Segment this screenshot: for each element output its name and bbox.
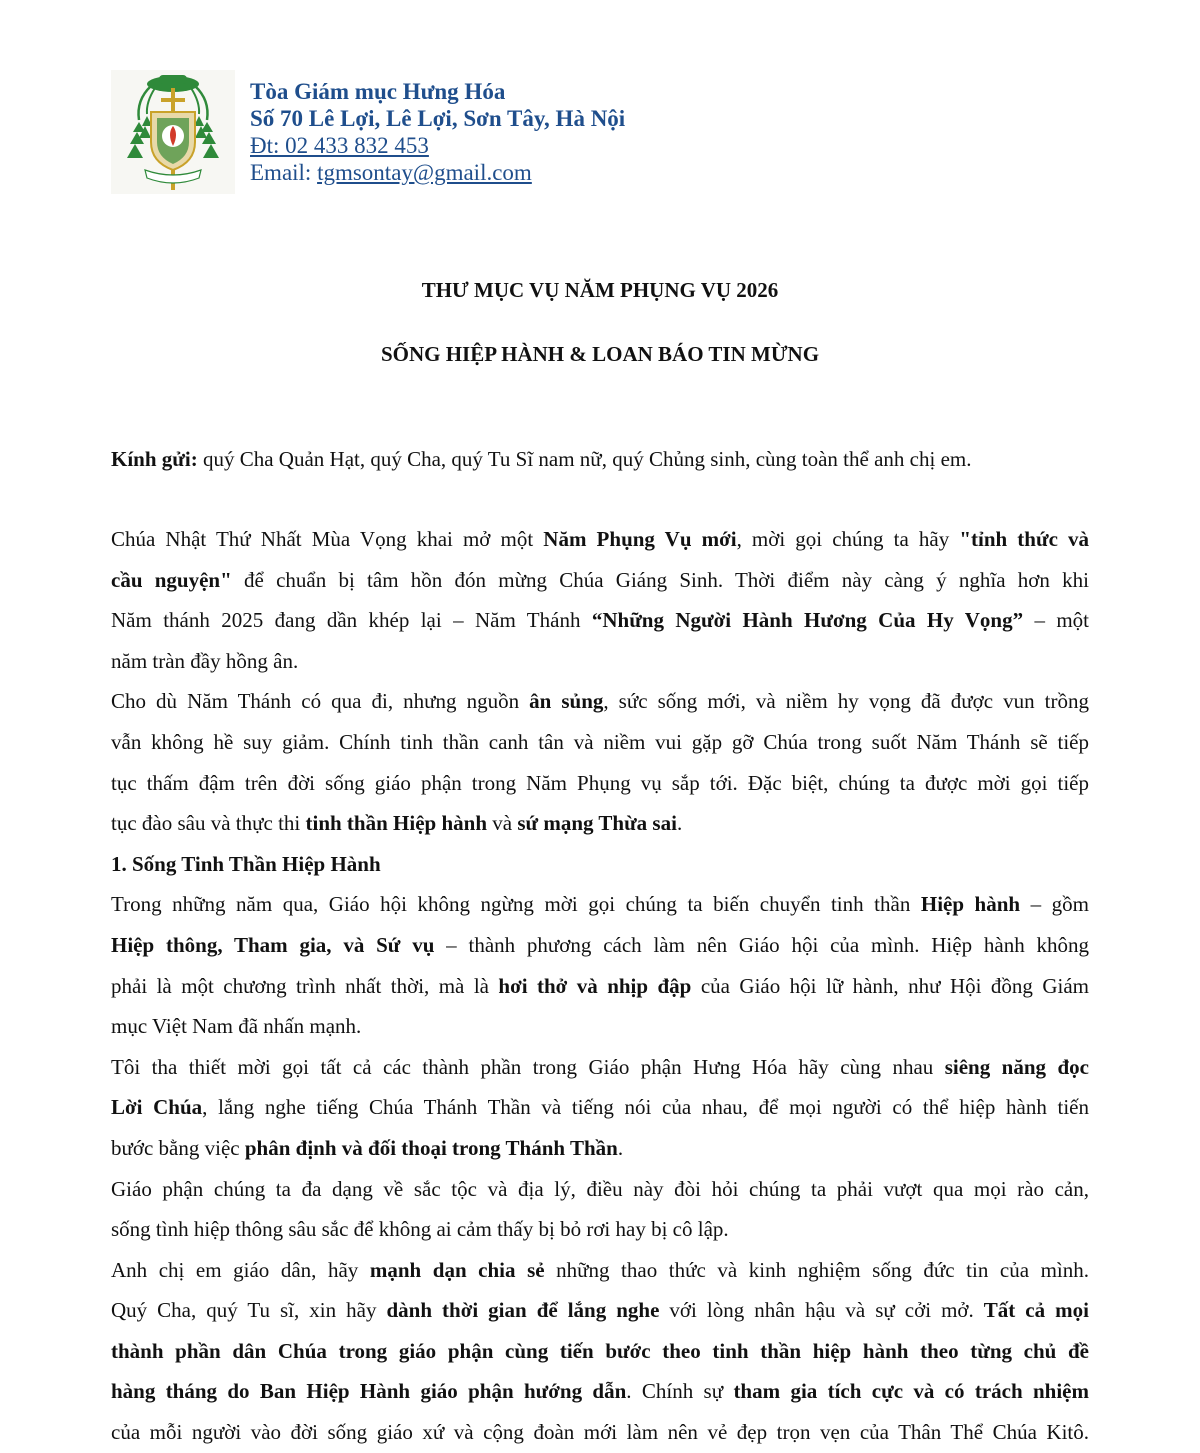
text-run: cầu nguyện": [111, 567, 232, 592]
text-run: "tỉnh thức và: [959, 527, 1090, 551]
letter-subtitle: SỐNG HIỆP HÀNH & LOAN BÁO TIN MỪNG: [380, 342, 820, 366]
text-run: – một: [1023, 608, 1090, 633]
text-run: , sức sống mới, và niềm hy vọng đã được vun trồng: [603, 689, 1089, 714]
diocese-crest-logo: [111, 70, 235, 194]
section-heading: 1. Sống Tinh Thần Hiệp Hành: [111, 851, 381, 876]
text-run: , lắng nghe tiếng Chúa Thánh Thần và tiếng nói của nhau, để mọi người có thể hiệp hành tiến: [202, 1095, 1089, 1120]
text-run: mục Việt Nam đã nhấn mạnh.: [111, 1014, 362, 1039]
text-run: của mỗi người vào đời sống giáo xứ và cộng đoàn mới làm nên vẻ đẹp trọn vẹn của Thân Thể Chúa Kitô.: [111, 1420, 1089, 1445]
text-run: Tất cả mọi: [983, 1298, 1089, 1323]
text-run: mạnh dạn chia sẻ: [369, 1257, 545, 1282]
organization-address: Số 70 Lê Lợi, Lê Lợi, Sơn Tây, Hà Nội: [250, 106, 626, 131]
text-run: Giáo phận chúng ta đa dạng về sắc tộc và địa lý, điều này đòi hỏi chúng ta phải vượt qua mọi rào cản,: [111, 1176, 1089, 1201]
text-run: tục thấm đậm trên đời sống giáo phận trong Năm Phụng vụ sắp tới. Đặc biệt, chúng ta được mời gọi tiếp: [111, 770, 1089, 795]
coat-of-arms-icon: [111, 70, 235, 194]
phone-link[interactable]: Đt: 02 433 832 453: [250, 133, 429, 158]
text-run: .: [617, 1135, 624, 1160]
text-run: Anh chị em giáo dân, hãy: [111, 1257, 370, 1282]
text-run: dành thời gian để lắng nghe: [386, 1298, 660, 1323]
organization-name: Tòa Giám mục Hưng Hóa: [250, 79, 506, 104]
text-run: – gồm: [1020, 892, 1089, 917]
letterhead: [111, 70, 1011, 196]
text-run: để chuẩn bị tâm hồn đón mừng Chúa Giáng Sinh. Thời điểm này càng ý nghĩa hơn khi: [231, 567, 1089, 592]
paragraph-1: [111, 519, 1089, 681]
text-run: .: [676, 811, 683, 836]
text-run: Năm thánh 2025 đang dần khép lại – Năm Thánh: [111, 608, 592, 633]
text-run: và: [487, 811, 518, 836]
text-run: tham gia tích cực và có trách nhiệm: [733, 1379, 1089, 1404]
letter-body: [111, 519, 1089, 1453]
paragraph-3: [111, 884, 1089, 1046]
greeting: [111, 439, 1089, 480]
greeting-text: quý Cha Quản Hạt, quý Cha, quý Tu Sĩ nam nữ, quý Chủng sinh, cùng toàn thể anh chị em.: [197, 447, 972, 471]
text-run: Cho dù Năm Thánh có qua đi, nhưng nguồn: [111, 689, 530, 714]
text-run: tục đào sâu và thực thi: [111, 811, 306, 836]
paragraph-6: [111, 1250, 1089, 1453]
text-run: siêng năng đọc: [944, 1054, 1089, 1079]
text-run: “Những Người Hành Hương Của Hy Vọng”: [591, 608, 1024, 633]
email-link[interactable]: tgmsontay@gmail.com: [317, 160, 532, 185]
text-run: . Chính sự: [626, 1379, 734, 1404]
text-run: Lời Chúa: [111, 1095, 203, 1120]
letter-title: THƯ MỤC VỤ NĂM PHỤNG VỤ 2026: [421, 278, 779, 302]
text-run: thành phần dân Chúa trong giáo phận cùng tiến bước theo tinh thần hiệp hành theo từng chủ đề: [111, 1338, 1089, 1363]
paragraph-4: [111, 1047, 1089, 1169]
text-run: Quý Cha, quý Tu sĩ, xin hãy: [111, 1298, 387, 1323]
text-run: bước bằng việc: [111, 1135, 245, 1160]
greeting-label: Kính gửi:: [111, 447, 198, 471]
text-run: , mời gọi chúng ta hãy: [736, 527, 960, 551]
email-label: Email:: [250, 160, 318, 185]
text-run: năm tràn đầy hồng ân.: [111, 648, 299, 673]
text-run: tinh thần Hiệp hành: [305, 811, 487, 836]
text-run: Hiệp hành: [920, 892, 1021, 917]
paragraph-2: [111, 681, 1089, 843]
text-run: hàng tháng do Ban Hiệp Hành giáo phận hướng dẫn: [111, 1379, 627, 1404]
text-run: hơi thở và nhịp đập: [498, 973, 692, 998]
text-run: phân định và đối thoại trong Thánh Thần: [244, 1135, 618, 1160]
text-run: sống tình hiệp thông sâu sắc để không ai cảm thấy bị bỏ rơi hay bị cô lập.: [111, 1217, 729, 1242]
text-run: phải là một chương trình nhất thời, mà là: [111, 973, 499, 998]
text-run: những thao thức và kinh nghiệm sống đức tin của mình.: [544, 1257, 1089, 1282]
text-run: Hiệp thông, Tham gia, và Sứ vụ: [111, 932, 435, 957]
organization-info: [250, 78, 625, 186]
text-run: – thành phương cách làm nên Giáo hội của mình. Hiệp hành không: [434, 932, 1089, 957]
text-run: Chúa Nhật Thứ Nhất Mùa Vọng khai mở một: [111, 527, 544, 551]
text-run: vẫn không hề suy giảm. Chính tinh thần canh tân và niềm vui gặp gỡ Chúa trong suốt Năm Thánh sẽ tiếp: [111, 729, 1089, 754]
paragraph-5: [111, 1169, 1089, 1250]
email-line: [250, 159, 625, 186]
text-run: ân sủng: [529, 689, 604, 714]
text-run: với lòng nhân hậu và sự cởi mở.: [659, 1298, 984, 1323]
text-run: của Giáo hội lữ hành, như Hội đồng Giám: [691, 973, 1089, 998]
text-run: Năm Phụng Vụ mới: [543, 527, 737, 551]
text-run: Trong những năm qua, Giáo hội không ngừng mời gọi chúng ta biến chuyển tinh thần: [111, 892, 921, 917]
text-run: Tôi tha thiết mời gọi tất cả các thành phần trong Giáo phận Hưng Hóa hãy cùng nhau: [111, 1054, 945, 1079]
text-run: sứ mạng Thừa sai: [517, 811, 677, 836]
